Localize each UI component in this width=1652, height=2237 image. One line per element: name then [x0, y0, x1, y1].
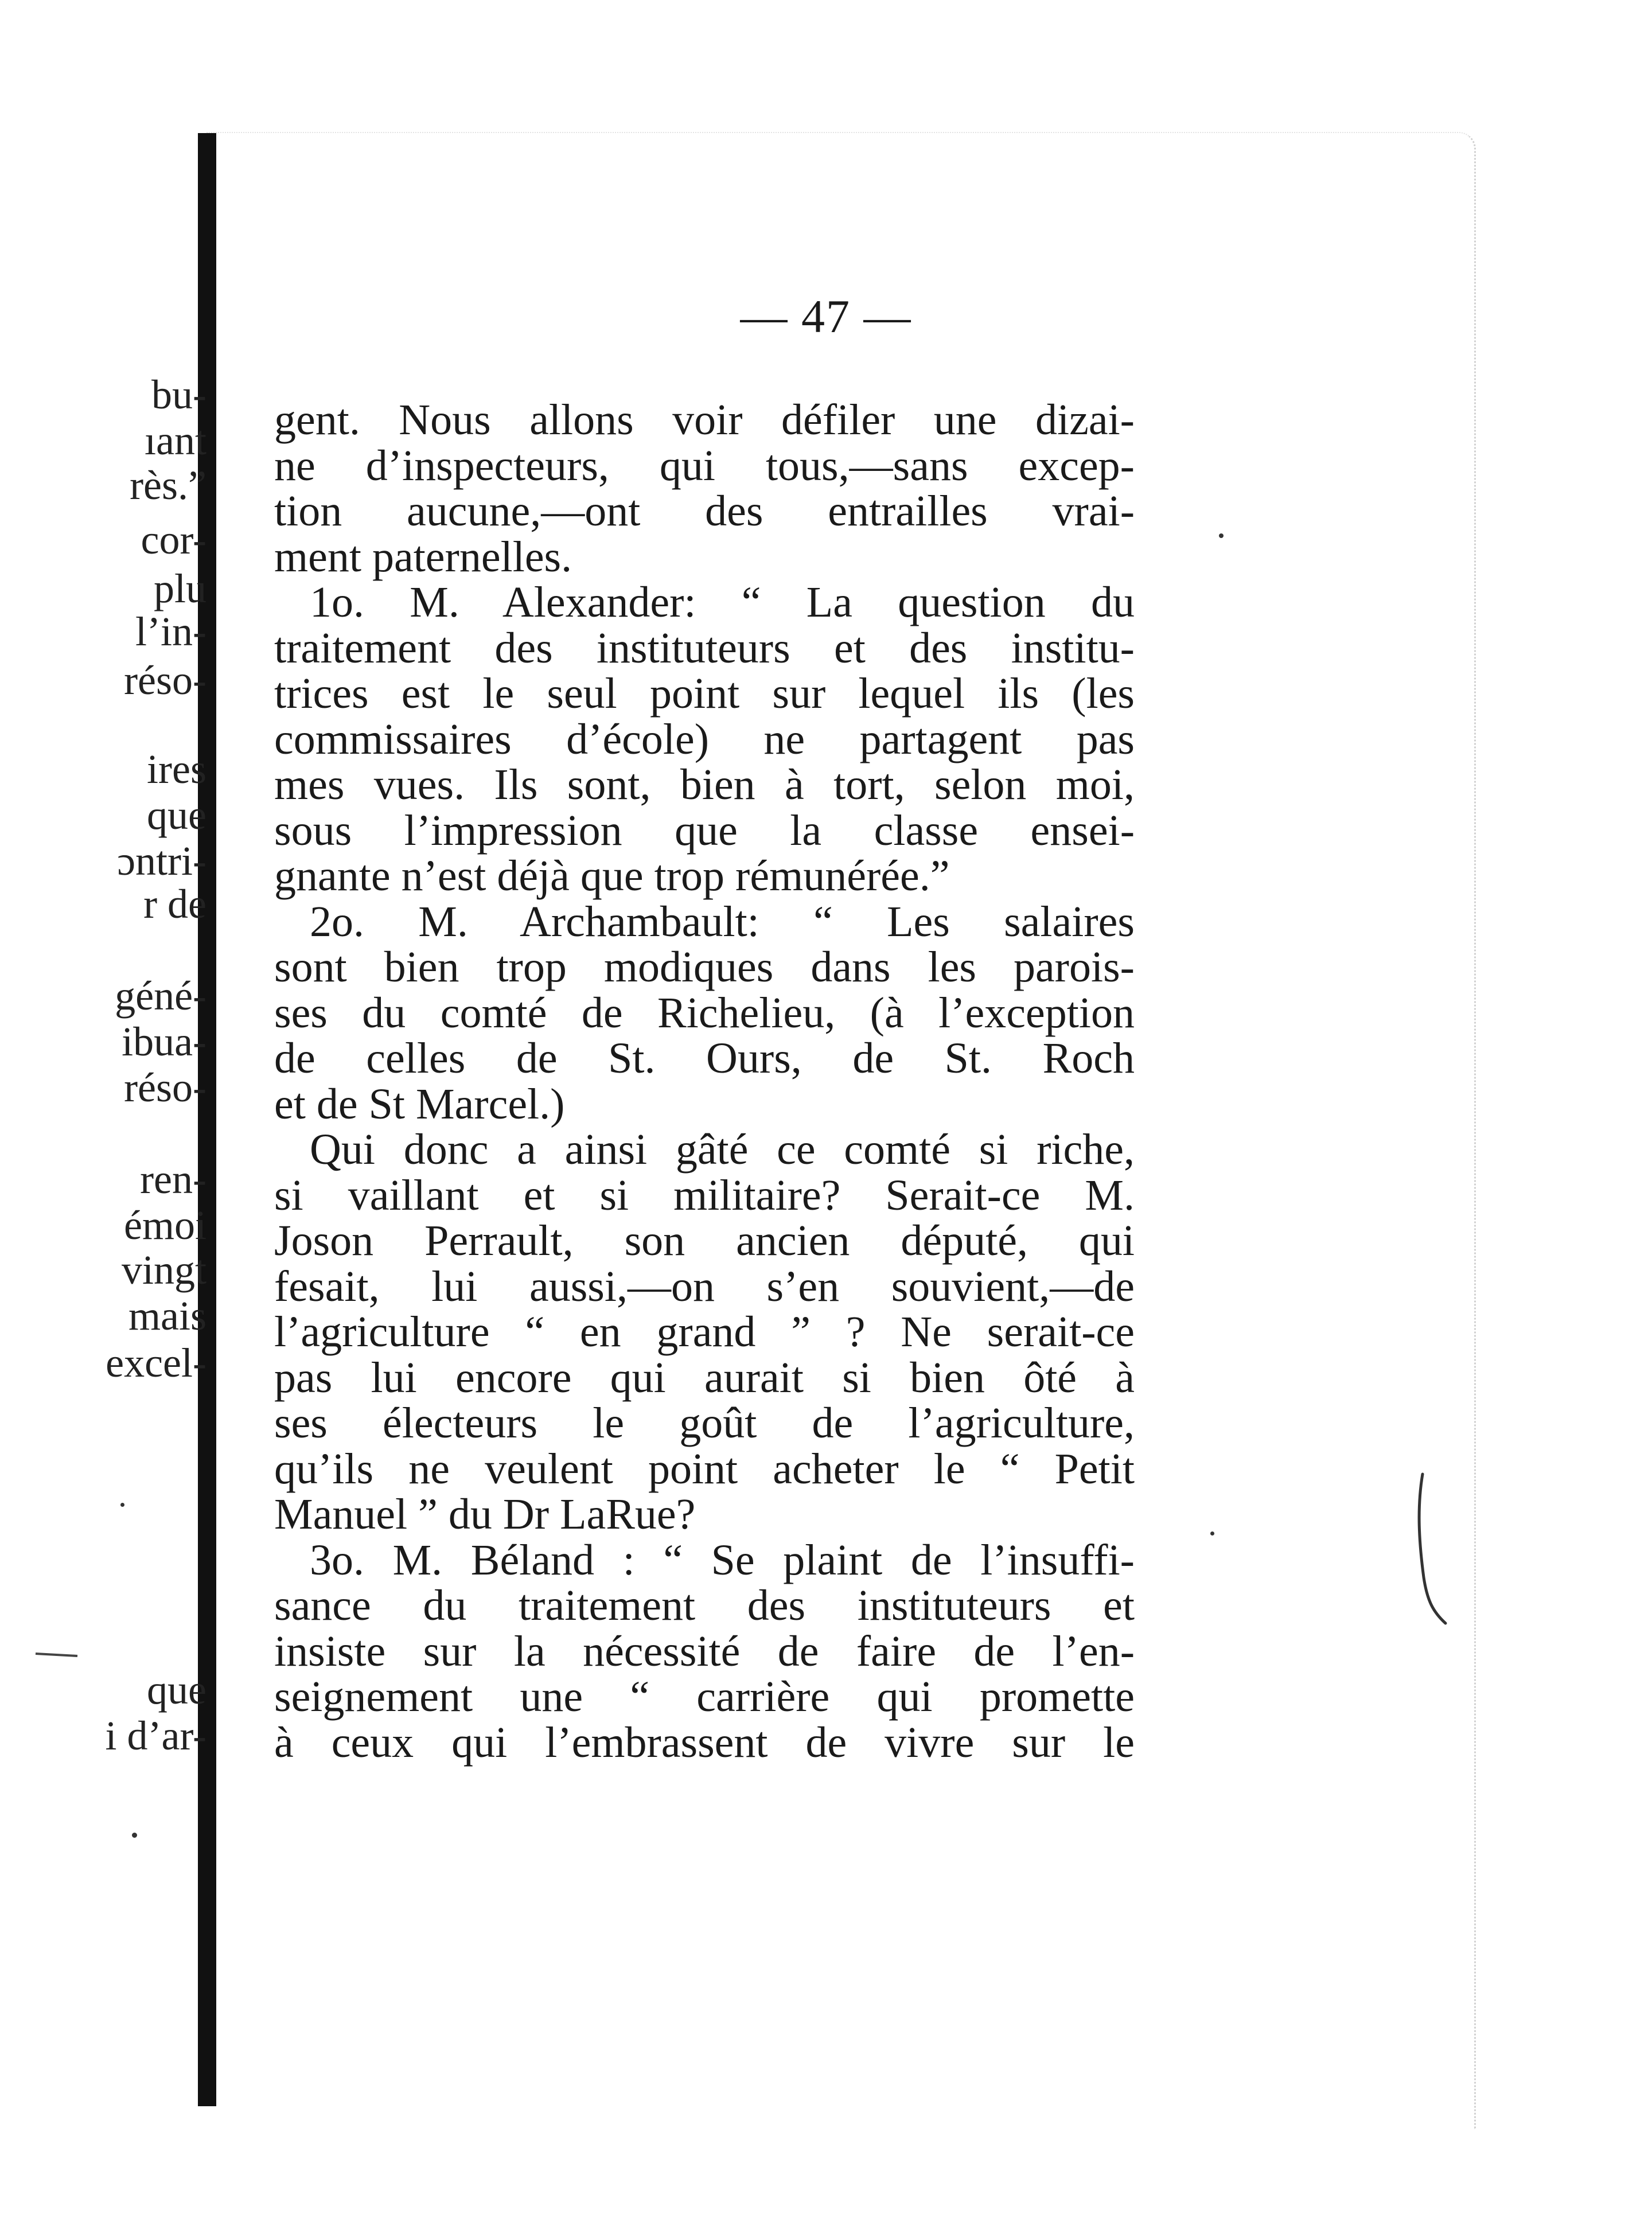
prev-line: i d’ar- [105, 1713, 206, 1759]
text-line: mes vues. Ils sont, bien à tort, selon moi, [274, 761, 1135, 809]
text-line: de celles de St. Ours, de St. Roch [274, 1034, 1135, 1082]
page-number: — 47 — [740, 290, 912, 342]
text-line: trices est le seul point sur lequel ils (les [274, 669, 1135, 718]
text-line: qu’ils ne veulent point acheter le “ Petit [274, 1444, 1135, 1493]
prev-line: que [147, 1667, 206, 1713]
text-line: à ceux qui l’embrassent de vivre sur le [274, 1718, 1135, 1767]
text-line: 2o. M. Archambault: “ Les salaires [310, 897, 1135, 946]
prev-line: rès.” [130, 462, 206, 508]
text-line: pas lui encore qui aurait si bien ôté à [274, 1353, 1135, 1402]
prev-line: bu- [151, 372, 206, 418]
prev-line: émoi [124, 1202, 206, 1248]
text-line: sance du traitement des instituteurs et [274, 1581, 1135, 1630]
prev-line: r de [143, 881, 206, 927]
text-line: ment paternelles. [274, 532, 572, 581]
text-line: 3o. M. Béland : “ Se plaint de l’insuffi- [310, 1535, 1135, 1584]
body-text [274, 397, 1135, 1766]
text-line: fesait, lui aussi,—on s’en souvient,—de [274, 1262, 1135, 1311]
prev-line: ren- [140, 1156, 206, 1202]
text-line: ses électeurs le goût de l’agriculture, [274, 1399, 1135, 1447]
text-line: seignement une “ carrière qui promette [274, 1673, 1135, 1721]
text-line: Qui donc a ainsi gâté ce comté si riche, [310, 1125, 1135, 1174]
prev-line: réso- [124, 1065, 206, 1110]
text-line: l’agriculture “ en grand ” ? Ne serait-ce [274, 1308, 1135, 1356]
text-line: sous l’impression que la classe ensei- [274, 806, 1135, 855]
prev-line: excel- [106, 1340, 206, 1386]
text-line: ses du comté de Richelieu, (à l’exception [274, 988, 1135, 1037]
ink-speck [1219, 533, 1224, 538]
text-line: Manuel ” du Dr LaRue? [274, 1490, 696, 1538]
margin-dash [34, 1649, 80, 1661]
ink-speck [120, 1503, 124, 1507]
prev-line: l’in- [135, 609, 206, 654]
text-line: Joson Perrault, son ancien député, qui [274, 1217, 1135, 1265]
text-line: commissaires d’école) ne partagent pas [274, 715, 1135, 763]
text-line: gnante n’est déjà que trop rémunérée.” [274, 852, 950, 900]
prev-line: vingt [121, 1247, 206, 1293]
text-line: insiste sur la nécessité de faire de l’en- [274, 1627, 1135, 1675]
text-line: traitement des instituteurs et des institu- [274, 623, 1135, 672]
text-line: ne d’inspecteurs, qui tous,—sans excep- [274, 441, 1135, 490]
prev-line: ibua- [122, 1019, 206, 1065]
prev-line: réso- [124, 657, 206, 703]
text-line: si vaillant et si militaire? Serait-ce M. [274, 1171, 1135, 1219]
text-line: 1o. M. Alexander: “ La question du [310, 578, 1135, 626]
prev-line: géné- [115, 973, 206, 1019]
text-line: sont bien trop modiques dans les parois- [274, 943, 1135, 991]
prev-line: ɔntri- [117, 838, 206, 884]
ink-speck [1210, 1531, 1214, 1535]
prev-line: ires [147, 746, 206, 792]
text-line: gent. Nous allons voir défiler une dizai- [274, 396, 1135, 444]
text-line: tion aucune,—ont des entrailles vrai- [274, 487, 1135, 535]
prev-line: ıant [145, 418, 206, 463]
prev-line: que [147, 792, 206, 838]
prev-line: mais [128, 1293, 206, 1339]
prev-line: cor- [141, 517, 206, 563]
text-line: et de St Marcel.) [274, 1079, 565, 1128]
pencil-mark [1400, 1468, 1457, 1629]
ink-speck [132, 1833, 137, 1838]
prev-line: plu [153, 566, 206, 611]
